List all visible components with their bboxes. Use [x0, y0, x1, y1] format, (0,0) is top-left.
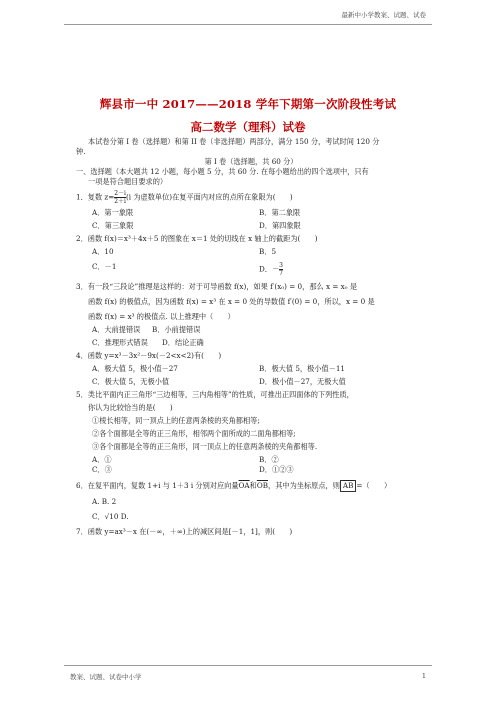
- intro-line-1: 本试卷分第 I 卷（选择题）和第 II 卷（非选择题）两部分，满分 150 分，考试时间 120 分: [88, 137, 380, 146]
- q1-fraction: $\frac{2-i}{2+i}$: [114, 190, 126, 205]
- q5-statement-2: ②各个面都是全等的正三角形，相邻两个面所成的二面角都相等;: [92, 429, 296, 438]
- header-divider: [64, 24, 432, 25]
- exam-title: 辉县市一中 2017——2018 学年下期第一次阶段性考试: [99, 97, 397, 111]
- q4-option-a[interactable]: A．极大值 5，极小值－27: [92, 364, 178, 373]
- question-6: 6．在复平面内，复数 1+i 与 1＋3 i 分别对应向量$\overline{OA}$和$\overline{OB}$，其中为坐标原点，则 $\overline{AB}$ =（ ）: [76, 481, 392, 490]
- q4-option-b[interactable]: B．极大值 5，极小值－11: [259, 364, 345, 373]
- question-3-line-1: 3．有一段“三段论”推理是这样的：对于可导函数 f(x)，如果 f′(x₀) = 0，那么 x = x₀ 是: [76, 282, 358, 291]
- question-4: 4．函数 y=x³－3x²－9x(－2<x<2)有( ): [76, 351, 222, 360]
- q2-option-d[interactable]: D．－ $\frac{3}{7}$: [259, 262, 283, 277]
- q6-options-ab[interactable]: A. B. 2: [92, 497, 117, 506]
- q5-statement-3: ③各个面都是全等的正三角形，同一顶点上的任意两条棱的夹角都相等.: [92, 442, 318, 451]
- exam-content: [76, 137, 426, 537]
- part1-heading: 第 I 卷（选择题，共 60 分）: [204, 157, 298, 166]
- section1-line-1: 一、选择题（本大题共 12 小题，每小题 5 分，共 60 分. 在每小题给出的四个选项中，只有: [76, 167, 369, 176]
- q4-option-c[interactable]: C．极大值 5，无极小值: [92, 377, 170, 386]
- q3-option-d[interactable]: D．结论正确: [162, 338, 204, 347]
- q6-options-cd[interactable]: C．√10 D.: [92, 512, 129, 521]
- header-text: 最新中小学教案、试题、试卷: [341, 11, 426, 19]
- question-1: 1．复数 z= $\frac{2-i}{2+i}$ (i 为虚数单位)在复平面内对应的点所在象限为( ): [76, 190, 293, 205]
- question-7: 7．函数 y=ax³－x 在(－∞，＋∞)上的减区间是[－1，1]，则( ): [76, 527, 293, 536]
- question-5-line-2: 你认为比较恰当的是( ): [88, 403, 173, 412]
- section1-line-2: 一项是符合题目要求的）: [88, 177, 168, 186]
- intro-line-2: 钟.: [76, 147, 86, 156]
- q1-option-b[interactable]: B．第二象限: [259, 208, 301, 217]
- q2-option-c[interactable]: C．－1: [92, 262, 117, 271]
- exam-subtitle: 高二数学（理科）试卷: [190, 120, 306, 134]
- vector-oa: $\overline{OA}$: [238, 481, 250, 490]
- q2-option-b[interactable]: B．5: [259, 247, 277, 256]
- vector-ab-abs: $\overline{AB}$: [340, 480, 356, 492]
- q2-option-a[interactable]: A．10: [92, 247, 114, 256]
- q5-options-row-2: [76, 465, 426, 475]
- q4-options-row-2: [76, 377, 426, 387]
- q4-option-d[interactable]: D．极小值－27，无极大值: [259, 377, 346, 386]
- q4-options-row-1: [76, 364, 426, 374]
- q5-option-c[interactable]: C．③: [92, 465, 112, 474]
- page-number: 1: [421, 672, 426, 680]
- q2-options-row-2: [76, 262, 426, 277]
- q3-option-c[interactable]: C．推理形式错误: [92, 338, 148, 347]
- question-2: 2．函数 f(x)＝x³＋4x＋5 的图象在 x＝1 处的切线在 x 轴上的截距为( ): [76, 234, 318, 243]
- q3-options-row-2: [76, 338, 426, 348]
- q3-option-a[interactable]: A．大前提错误: [92, 325, 141, 334]
- q5-option-b[interactable]: B．②: [259, 455, 279, 464]
- q1-options-row-2: [76, 221, 426, 231]
- q5-option-a[interactable]: A．①: [92, 455, 112, 464]
- q1-options-row-1: [76, 208, 426, 218]
- question-3-line-3: 函数 f(x) = x³ 的极值点. 以上推理中（ ）: [88, 312, 235, 321]
- q2-options-row-1: [76, 247, 426, 257]
- question-5-line-1: 5．类比平面内正三角形“三边相等，三内角相等”的性质，可推出正四面体的下列性质，: [76, 390, 354, 399]
- q1-option-d[interactable]: D．第四象限: [259, 221, 301, 230]
- q1-option-c[interactable]: C．第三象限: [92, 221, 134, 230]
- q3-options-row-1: [76, 325, 426, 335]
- q5-statement-1: ①棱长相等，同一顶点上的任意两条棱的夹角都相等;: [92, 416, 260, 425]
- q5-option-d[interactable]: D．①②③: [259, 465, 294, 474]
- q1-option-a[interactable]: A．第一象限: [92, 208, 134, 217]
- footer-text: 教案、试题、试卷中小学: [70, 673, 142, 681]
- question-3-line-2: 函数 f(x) 的极值点，因为函数 f(x) = x³ 在 x = 0 处的导数值 f′(0) = 0，所以，x = 0 是: [88, 297, 375, 306]
- q3-option-b[interactable]: B．小前提错误: [152, 325, 201, 334]
- vector-ob: $\overline{OB}$: [256, 481, 269, 490]
- q5-options-row-1: [76, 455, 426, 465]
- footer-divider: [64, 665, 432, 666]
